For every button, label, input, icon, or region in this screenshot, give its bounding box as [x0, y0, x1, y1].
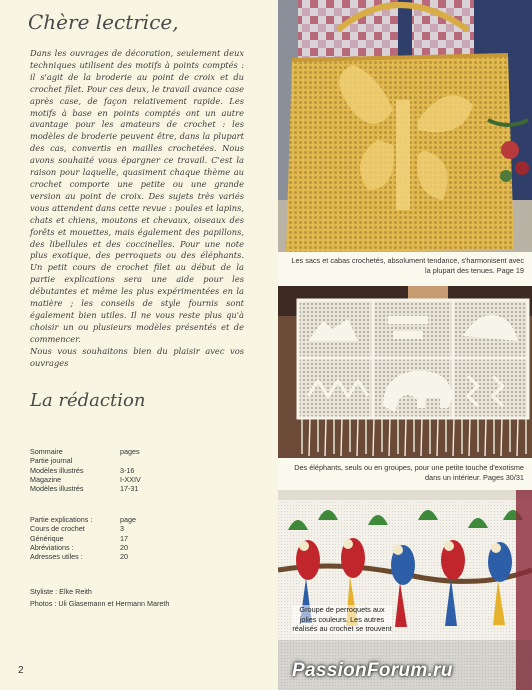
toc-value [120, 456, 230, 465]
toc-label: Modèles illustrés [30, 465, 84, 475]
editorial-paragraph: Dans les ouvrages de décoration, seulement deux techniques utilisent des motifs à points comptés : il s'agit de la broderie au point de croix et du crochet filet. Pour ces deux, le travail avance case après case, de façon relativement rapide. Les motifs à base en points comptés ont un autre avantage pour les amateurs de crochet : les modèles de broderie peuvent être, dans la plupart des cas, convertis en mailles crochetées. Nous avons souhaité vous épargner ce travail. C'est la raison pour laquelle, quasiment chaque thème au crochet comporte une petite ou une grande version au point de croix. Des sujets très variés vous attendent dans cette revue : poules et lapins, chats et chiens, moutons et chevaux, oiseaux des forêts et mouettes, mais également des papillons, des libellules et des coccinelles. Pour une note plus exotique, des perroquets ou des éléphants. Un petit cours de crochet filet au début de la partie explications sera une aide pour les débutantes et même les plus expérimentées en la matière ; les conseils de style fournis sont également bien utiles. Il ne vous reste plus qu'à choisir un ou plusieurs modèles présentés et de commencer. [30, 48, 244, 344]
page-number: 2 [18, 665, 24, 676]
table-of-contents-explications [30, 515, 230, 561]
toc-row [30, 475, 230, 484]
parrots-caption: Groupe de perroquets aux jolies couleurs. Les autres réalisés au crochet se trouvent [292, 605, 392, 633]
toc-label: Cours de crochet [30, 524, 85, 534]
stylist-credit: Styliste : Elke Reith [30, 587, 92, 596]
toc-value: I-XXIV [120, 474, 141, 484]
toc-label: Modèles illustrés [30, 484, 84, 494]
elephants-caption: Des éléphants, seuls ou en groupes, pour une petite touche d'exotisme dans un intérieur. Pages 30/31 [294, 463, 524, 482]
toc-row [30, 484, 230, 493]
toc-value: 3 [120, 524, 124, 534]
toc-label: Adresses utiles : [30, 552, 83, 562]
toc-row [30, 456, 230, 465]
page-heading: Chère lectrice, [28, 10, 179, 34]
toc-row [30, 552, 230, 561]
toc-value: 20 [120, 552, 128, 562]
toc-label: Générique [30, 533, 64, 543]
toc-label: Partie explications : [30, 515, 93, 524]
bag-caption: Les sacs et cabas crochetés, absolument tendance, s'harmonisent avec la plupart des tenues. Page 19 [291, 256, 524, 275]
toc-row [30, 543, 230, 552]
toc-value: pages [120, 447, 140, 456]
watermark: PassionForum.ru [292, 660, 453, 681]
toc-value: 17-31 [120, 484, 139, 494]
toc-label: Sommaire [30, 447, 63, 456]
table-of-contents-journal [30, 447, 230, 493]
toc-row [30, 447, 230, 456]
toc-row [30, 524, 230, 533]
toc-row [30, 466, 230, 475]
toc-label: Abréviations : [30, 542, 74, 552]
editorial-closing: Nous vous souhaitons bien du plaisir avec vos ouvrages [30, 345, 244, 368]
toc-label: Partie journal [30, 456, 73, 466]
toc-label: Magazine [30, 474, 62, 484]
crochet-bag-photo [278, 0, 532, 252]
credits [30, 586, 270, 610]
toc-value: 3-16 [120, 465, 135, 475]
editorial-text [30, 48, 244, 369]
toc-value: 17 [120, 533, 128, 543]
photo-credit: Photos : Uli Glasemann et Hermann Mareth [30, 599, 170, 608]
toc-value: page [120, 515, 136, 524]
toc-row [30, 515, 230, 524]
elephant-curtain-photo [278, 286, 532, 458]
toc-value: 20 [120, 542, 128, 552]
signature: La rédaction [30, 390, 146, 411]
toc-row [30, 534, 230, 543]
